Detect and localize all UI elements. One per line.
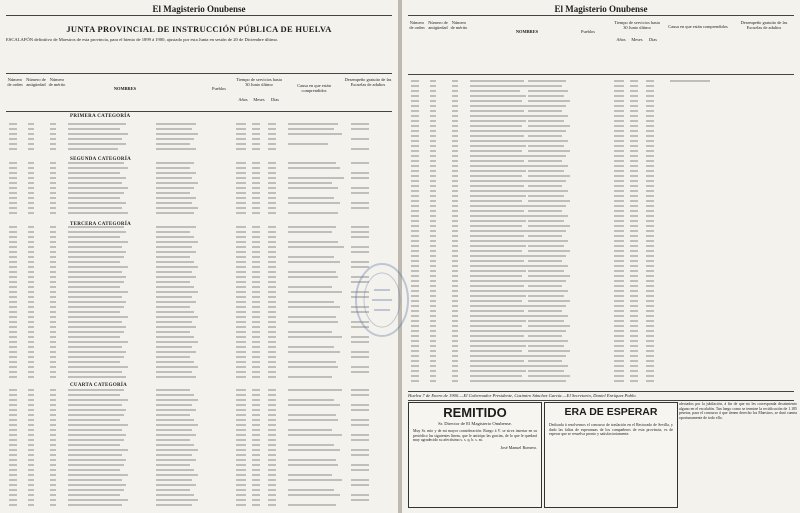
col-dias: Días bbox=[648, 37, 658, 42]
era-de-esperar-title: ERA DE ESPERAR bbox=[564, 406, 658, 418]
header-rule bbox=[408, 15, 794, 16]
col-pueblos: Pueblos bbox=[212, 86, 226, 91]
ads-rule bbox=[408, 400, 794, 401]
category-heading: SEGUNDA CATEGORÍA bbox=[70, 157, 131, 162]
table-header-rule bbox=[408, 74, 794, 75]
library-seal-stamp bbox=[352, 260, 412, 340]
col-dias: Días bbox=[270, 97, 280, 102]
col-desempeno: Desempeño gratuito de las Escuelas de adultos bbox=[740, 20, 788, 30]
footer-rule bbox=[408, 391, 794, 392]
col-merito: Número de mérito bbox=[48, 77, 66, 87]
table-header-left bbox=[6, 77, 392, 109]
remitido-subtitle: Sr. Director de El Magisterio Onubense. bbox=[438, 421, 512, 426]
signature-line: Huelva 7 de Enero de 1900.—El Gobernador Presidente, Casimiro Sánchez García.—El Secretario, Daniel Enríquez Pablo. bbox=[408, 393, 637, 398]
col-orden: Número de orden bbox=[7, 77, 23, 87]
right-page bbox=[402, 0, 800, 513]
table-top-rule bbox=[6, 73, 392, 74]
category-heading: CUARTA CATEGORÍA bbox=[70, 383, 128, 388]
col-nombres: NOMBRES bbox=[113, 86, 137, 91]
col-nombres: NOMBRES bbox=[515, 29, 539, 34]
col-orden: Número de orden bbox=[409, 20, 425, 30]
remitido-box bbox=[408, 402, 542, 508]
col-desempeno: Desempeño gratuito de las Escuelas de adultos bbox=[344, 77, 392, 87]
third-column-text: afectados por la jubilación, á fin de que no les corresponda decaimiento alguno en el escalafón. Tan luego como se termine la rectificación de 1.185 pesetas, para el concurso á que tienen derecho los Maestros, se dará cuenta oportunamente de todo ello. bbox=[679, 402, 797, 421]
col-tiempo: Tiempo de servicios hasta 30 Junio último bbox=[236, 77, 282, 87]
header-rule bbox=[6, 15, 392, 16]
left-page bbox=[0, 0, 398, 513]
col-antiguedad: Número de antigüedad bbox=[26, 77, 46, 87]
era-de-esperar-body: Dedicada á resolvernos el concurso de traslación en el Rectorado de Sevilla, y dado las faltas de esperanzas de los compañeros de esta provincia, es de esperar que se resuelva pronto y satisfactoriamente. bbox=[549, 423, 673, 437]
era-de-esperar-box bbox=[544, 402, 678, 508]
category-heading: PRIMERA CATEGORÍA bbox=[70, 114, 131, 119]
running-head-left: El Magisterio Onubense bbox=[152, 4, 246, 14]
col-antiguedad: Número de antigüedad bbox=[428, 20, 448, 30]
col-pueblos: Pueblos bbox=[581, 29, 595, 34]
running-head-right: El Magisterio Onubense bbox=[554, 4, 648, 14]
col-tiempo: Tiempo de servicios hasta 30 Junio último bbox=[614, 20, 660, 30]
illegible-table-rows-right bbox=[408, 78, 794, 390]
col-anos: Años bbox=[238, 97, 248, 102]
table-header-right bbox=[408, 20, 794, 56]
category-heading: TERCERA CATEGORÍA bbox=[70, 222, 131, 227]
col-anos: Años bbox=[616, 37, 626, 42]
col-causa: Causa en que están comprendidos bbox=[297, 83, 331, 93]
remitido-title: REMITIDO bbox=[443, 405, 507, 420]
page-title: JUNTA PROVINCIAL DE INSTRUCCIÓN PÚBLICA DE HUELVA bbox=[66, 24, 332, 34]
remitido-body: Muy Sr. mío y de mi mayor consideración: Ruego á V. se sirva insertar en su periódico las siguientes líneas, que le anticipo las gracias, de lo que le quedará muy agradecido su afectísimo s. s. q. b. s. m. bbox=[413, 429, 537, 443]
col-meses: Meses bbox=[631, 37, 643, 42]
col-causa: Causa en que están comprendidos bbox=[668, 24, 728, 29]
intro-text: ESCALAFÓN definitivo de Maestros de esta provincia, para el bienio de 1899 á 1900, ajustado por esta Junta en sesión de 20 de Diciembre último. bbox=[6, 37, 279, 42]
remitido-signature: José Manuel Romero. bbox=[500, 445, 537, 451]
table-header-rule bbox=[6, 111, 392, 112]
illegible-table-rows-left bbox=[6, 120, 392, 510]
col-merito: Número de mérito bbox=[450, 20, 468, 30]
col-meses: Meses bbox=[253, 97, 265, 102]
